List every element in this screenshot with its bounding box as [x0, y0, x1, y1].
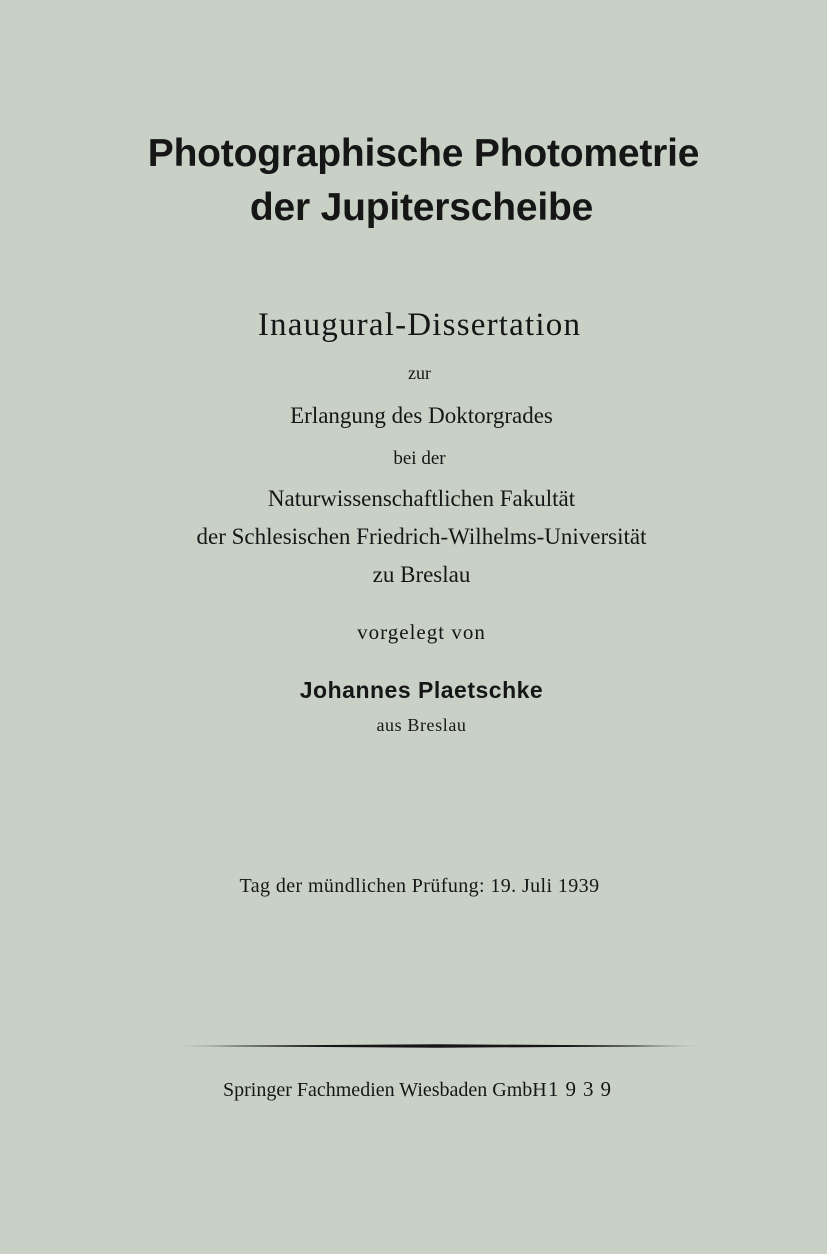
purpose-line-1: zur [408, 363, 431, 383]
faculty-line: Naturwissenschaftlichen Fakultät [267, 486, 576, 511]
title-line-1: Photographische Photometrie [147, 132, 700, 175]
publication-year: 1939 [548, 1077, 618, 1101]
divider-rule [175, 1044, 700, 1048]
title-line-2: der Jupiterscheibe [249, 186, 594, 229]
presented-by: vorgelegt von [357, 620, 486, 644]
purpose-line-2: Erlangung des Doktorgrades [290, 403, 553, 428]
document-type: Inaugural-Dissertation [257, 307, 582, 343]
purpose-line-3: bei der [393, 448, 446, 469]
exam-date: Tag der mündlichen Prüfung: 19. Juli 1939 [239, 875, 600, 897]
city-line: zu Breslau [372, 562, 471, 587]
university-line: der Schlesischen Friedrich-Wilhelms-Universität [196, 524, 647, 549]
author-origin: aus Breslau [376, 715, 467, 735]
author-name: Johannes Plaetschke [299, 677, 544, 703]
publisher-name: Springer Fachmedien Wiesbaden GmbH [223, 1079, 547, 1101]
